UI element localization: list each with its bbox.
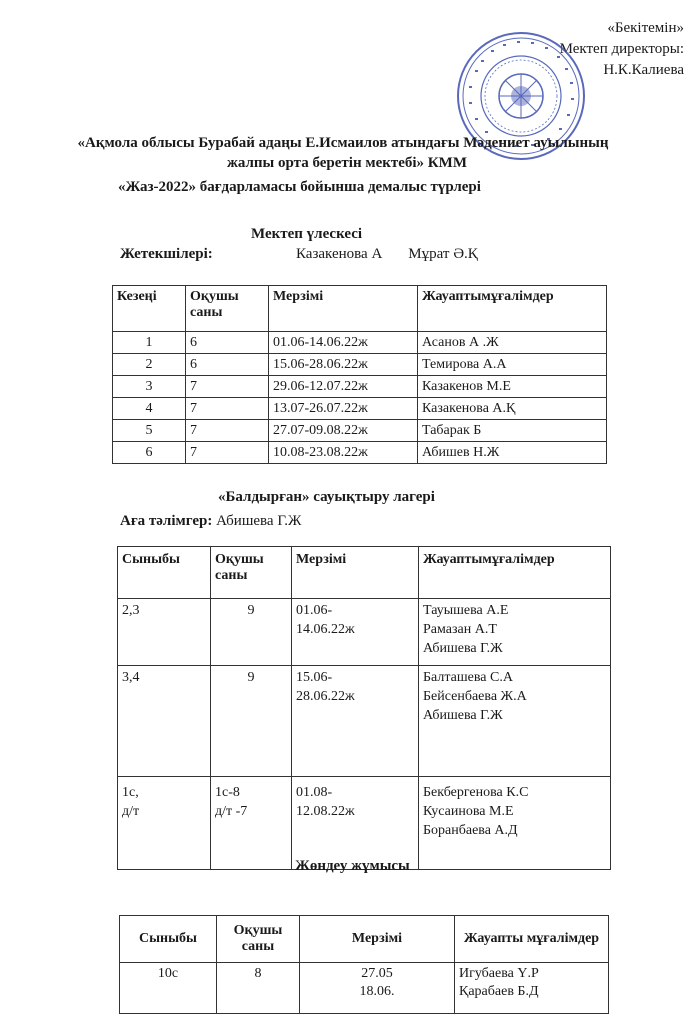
cell-teachers: Балташева С.А Бейсенбаева Ж.А Абишева Г.Ж [419, 666, 611, 777]
cell-count: 8 [217, 963, 300, 1014]
table-row [120, 963, 609, 1014]
column-header: Жауапты мұғалімдер [455, 916, 609, 963]
cell-dates: 27.05 18.06. [300, 963, 455, 1014]
cell-class: 10с [120, 963, 217, 1014]
cell-teachers: Тауышева А.Е Рамазан А.Т Абишева Г.Ж [419, 599, 611, 666]
cell-period: 3 [113, 376, 186, 398]
cell-dates: 10.08-23.08.22ж [269, 442, 418, 464]
cell-dates: 01.08- 12.08.22ж [292, 777, 419, 870]
leaders-line [120, 246, 478, 263]
cell-dates: 01.06- 14.06.22ж [292, 599, 419, 666]
mentor-line [120, 513, 302, 530]
cell-teacher: Казакенов М.Е [418, 376, 607, 398]
cell-count: 7 [186, 398, 269, 420]
cell-count: 6 [186, 354, 269, 376]
cell-dates: 13.07-26.07.22ж [269, 398, 418, 420]
table-header-row [113, 286, 607, 332]
mentor-name: Абишева Г.Ж [216, 513, 302, 529]
column-header: Жауаптымұғалімдер [418, 286, 607, 332]
column-header: Мерзімі [292, 547, 419, 599]
table-row [113, 442, 607, 464]
cell-class: 2,3 [118, 599, 211, 666]
column-header: Оқушы саны [211, 547, 292, 599]
approval-title: «Бекітемін» [607, 20, 684, 36]
section-title-repair: Жөндеу жұмысы [295, 858, 410, 874]
section-title-camp: «Балдырған» сауықтыру лагері [218, 489, 435, 505]
leader-name: Казакенова А [296, 246, 383, 262]
cell-period: 2 [113, 354, 186, 376]
cell-class: 1с, д/т [118, 777, 211, 870]
column-header: Мерзімі [269, 286, 418, 332]
cell-count: 9 [211, 666, 292, 777]
cell-teacher: Асанов А .Ж [418, 332, 607, 354]
table-row [113, 376, 607, 398]
heading-school-name-cont: жалпы орта беретін мектебі» КММ [226, 155, 467, 171]
heading-school-name: «Ақмола облысы Бурабай адаңы Е.Исмаилов атындағы Мәдениет ауылының [77, 135, 609, 151]
column-header: Оқушы саны [217, 916, 300, 963]
mentor-label: Аға тәлімгер: [120, 513, 213, 529]
cell-teachers: Игубаева Ү.Р Қарабаев Б.Д [455, 963, 609, 1014]
column-header: Оқушы саны [186, 286, 269, 332]
table-row [113, 354, 607, 376]
table-row [113, 420, 607, 442]
cell-count: 7 [186, 376, 269, 398]
cell-dates: 15.06- 28.06.22ж [292, 666, 419, 777]
approval-director-name: Н.К.Калиева [603, 62, 684, 78]
cell-period: 1 [113, 332, 186, 354]
cell-class: 3,4 [118, 666, 211, 777]
heading-program-title: «Жаз-2022» бағдарламасы бойынша демалыс түрлері [118, 179, 481, 195]
table-row [118, 599, 611, 666]
schedule-table-repair [119, 915, 609, 1014]
column-header: Мерзімі [300, 916, 455, 963]
schedule-table-camp [117, 546, 611, 870]
cell-count: 9 [211, 599, 292, 666]
leader-name: Мұрат Ә.Қ [408, 246, 478, 262]
cell-period: 4 [113, 398, 186, 420]
table-row [118, 666, 611, 777]
table-row [113, 332, 607, 354]
section-title-school-plot: Мектеп үлескесі [251, 226, 363, 242]
schedule-table-school-plot [112, 285, 607, 464]
column-header: Сыныбы [118, 547, 211, 599]
column-header: Сыныбы [120, 916, 217, 963]
cell-teacher: Абишев Н.Ж [418, 442, 607, 464]
table-row [113, 398, 607, 420]
table-header-row [120, 916, 609, 963]
cell-dates: 01.06-14.06.22ж [269, 332, 418, 354]
cell-teachers: Бекбергенова К.С Кусаинова М.Е Боранбаева А.Д [419, 777, 611, 870]
cell-dates: 29.06-12.07.22ж [269, 376, 418, 398]
approval-position: Мектеп директоры: [559, 41, 684, 57]
cell-teacher: Казакенова А.Қ [418, 398, 607, 420]
table-header-row [118, 547, 611, 599]
document-heading [0, 133, 694, 173]
cell-period: 5 [113, 420, 186, 442]
cell-count: 7 [186, 442, 269, 464]
cell-dates: 15.06-28.06.22ж [269, 354, 418, 376]
leaders-label: Жетекшілері: [120, 246, 213, 262]
cell-period: 6 [113, 442, 186, 464]
cell-count: 6 [186, 332, 269, 354]
column-header: Жауаптымұғалімдер [419, 547, 611, 599]
cell-count: 1с-8 д/т -7 [211, 777, 292, 870]
column-header: Кезеңі [113, 286, 186, 332]
cell-teacher: Табарак Б [418, 420, 607, 442]
cell-teacher: Темирова А.А [418, 354, 607, 376]
table-row [118, 777, 611, 870]
cell-count: 7 [186, 420, 269, 442]
cell-dates: 27.07-09.08.22ж [269, 420, 418, 442]
